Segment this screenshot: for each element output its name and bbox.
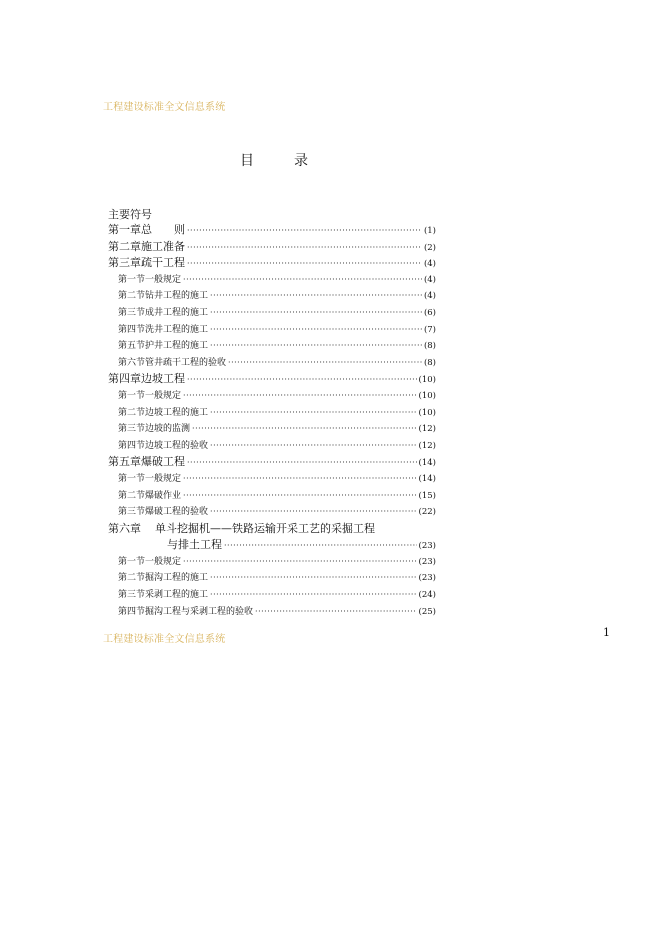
toc-entry-label: 第五节: [118, 341, 146, 352]
toc-chapter-row[interactable]: [108, 537, 436, 554]
toc-entry-label: 第四节: [118, 440, 146, 451]
toc-entry-title: 疏干工程: [141, 256, 185, 270]
toc-section-row[interactable]: [108, 338, 436, 355]
toc-dot-leader: [210, 322, 422, 339]
toc-entry-title: 一般规定: [145, 556, 182, 567]
toc-section-row[interactable]: [108, 305, 436, 322]
toc-page-number: (4): [423, 291, 436, 302]
toc-page-number: (12): [418, 440, 436, 451]
page-number: 1: [603, 626, 610, 639]
toc-entry-label: 第二节: [118, 573, 146, 584]
toc-page-number: (12): [418, 424, 436, 435]
toc-page-number: (8): [423, 357, 436, 368]
toc-entry-label: 第六章: [108, 521, 141, 535]
toc-section-row[interactable]: [108, 471, 436, 488]
toc-page-number: (24): [418, 590, 436, 601]
toc-entry-label: 第四节: [118, 324, 146, 335]
toc-entry-label: 第一节: [118, 473, 146, 484]
toc-entry-title: 爆破工程: [141, 455, 185, 469]
toc-section-row[interactable]: [108, 405, 436, 422]
toc-dot-leader: [224, 538, 417, 555]
toc-section-row[interactable]: [108, 570, 436, 587]
toc-entry-label: 第二节: [118, 407, 146, 418]
toc-dot-leader: [210, 438, 417, 455]
toc-dot-leader: [210, 288, 422, 305]
toc-entry-title: 一般规定: [145, 473, 182, 484]
toc-entry-title: 洗井工程的施工: [145, 324, 209, 335]
toc-page-number: (14): [418, 473, 436, 484]
toc-section-row[interactable]: [108, 355, 436, 372]
toc-dot-leader: [187, 256, 422, 273]
toc-dot-leader: [187, 455, 417, 472]
toc-entry-title: 边坡工程的验收: [145, 440, 209, 451]
toc-entry-title: 边坡工程: [141, 372, 185, 386]
toc-section-row[interactable]: [108, 504, 436, 521]
toc-dot-leader: [183, 272, 422, 289]
footer-watermark: 工程建设标准全文信息系统: [103, 634, 226, 645]
toc-page-number: (23): [418, 573, 436, 584]
toc-page-number: (2): [423, 242, 436, 253]
toc-entry-title: 钻井工程的施工: [145, 291, 209, 302]
toc-chapter-row[interactable]: [108, 222, 436, 239]
toc-dot-leader: [255, 604, 417, 621]
toc-entry-title: 单斗挖掘机——铁路运输开采工艺的采掘工程: [155, 521, 375, 535]
toc-entry-label: 第三节: [118, 307, 146, 318]
toc-page-number: (22): [418, 507, 436, 518]
toc-entry-title: 施工准备: [141, 239, 185, 253]
toc-entry-title: 掘沟工程与采剥工程的验收: [145, 606, 254, 617]
toc-entry-title: 总 则: [141, 223, 185, 236]
toc-chapter-row[interactable]: [108, 239, 436, 256]
toc-entry-title: 一般规定: [145, 390, 182, 401]
toc-entry-label: 第一章: [108, 223, 141, 236]
toc-page-number: (8): [423, 341, 436, 352]
main-symbols-entry: 主要符号: [108, 208, 152, 221]
toc-entry-title: 掘沟工程的施工: [145, 573, 209, 584]
toc-entry-label: 第二节: [118, 490, 146, 501]
toc-entry-label: 第五章: [108, 455, 141, 469]
toc-chapter-row[interactable]: [108, 454, 436, 471]
toc-page-number: (10): [418, 390, 436, 401]
toc-dot-leader: [210, 504, 417, 521]
toc-dot-leader: [183, 488, 417, 505]
toc-entry-title: 护井工程的施工: [145, 341, 209, 352]
toc-dot-leader: [183, 471, 417, 488]
page-title: [240, 150, 308, 170]
toc-dot-leader: [210, 587, 417, 604]
toc-dot-leader: [187, 240, 422, 257]
toc-section-row[interactable]: [108, 288, 436, 305]
toc-dot-leader: [210, 570, 417, 587]
toc-dot-leader: [210, 338, 422, 355]
toc-chapter-row[interactable]: [108, 371, 436, 388]
toc-page-number: (25): [418, 606, 436, 617]
toc-section-row[interactable]: [108, 587, 436, 604]
toc-page-number: (7): [423, 324, 436, 335]
toc-entry-label: 第一节: [118, 390, 146, 401]
toc-chapter-row[interactable]: [108, 521, 436, 538]
toc-entry-title: 边坡工程的施工: [145, 407, 209, 418]
toc-entry-title: 边坡的监测: [145, 424, 191, 435]
toc-entry-title: 爆破作业: [145, 490, 182, 501]
toc-dot-leader: [210, 305, 422, 322]
toc-page-number: (6): [423, 307, 436, 318]
title-char-1: 目: [240, 153, 254, 169]
toc-entry-label: 第二章: [108, 239, 141, 253]
toc-entry-title: 爆破工程的验收: [145, 507, 209, 518]
toc-page-number: (23): [418, 556, 436, 567]
toc-entry-title: 管井疏干工程的验收: [145, 357, 227, 368]
toc-entry-title: 一般规定: [145, 274, 182, 285]
toc-page-number: (1): [423, 226, 436, 236]
toc-section-row[interactable]: [108, 488, 436, 505]
toc-page-number: (10): [418, 375, 436, 386]
toc-dot-leader: [187, 223, 422, 240]
toc-entry-label: 第三节: [118, 424, 146, 435]
toc-section-row[interactable]: [108, 604, 436, 621]
toc-page-number: (14): [418, 458, 436, 469]
toc-section-row[interactable]: [108, 322, 436, 339]
toc-dot-leader: [228, 355, 422, 372]
toc-entry-label: 第六节: [118, 357, 146, 368]
toc-dot-leader: [187, 372, 417, 389]
toc-page-number: (4): [423, 259, 436, 270]
toc-section-row[interactable]: [108, 554, 436, 571]
toc-entry-title: 采剥工程的施工: [145, 590, 209, 601]
toc-section-row[interactable]: [108, 438, 436, 455]
toc-entry-title: 与排土工程: [167, 538, 222, 552]
toc-entry-label: 第三节: [118, 590, 146, 601]
toc-entry-label: 第一节: [118, 556, 146, 567]
toc-section-row[interactable]: [108, 388, 436, 405]
toc-entry-label: 第四章: [108, 372, 141, 386]
title-char-2: 录: [294, 153, 308, 169]
toc-entry-label: 第三节: [118, 507, 146, 518]
toc-entry-title: 成井工程的施工: [145, 307, 209, 318]
toc-section-row[interactable]: [108, 421, 436, 438]
toc-entry-label: 第一节: [118, 274, 146, 285]
toc-dot-leader: [210, 405, 417, 422]
toc-chapter-row[interactable]: [108, 255, 436, 272]
toc-entry-label: 第四节: [118, 606, 146, 617]
toc-entry-label: 第二节: [118, 291, 146, 302]
toc-dot-leader: [192, 421, 417, 438]
toc-page-number: (15): [418, 490, 436, 501]
toc-page-number: (10): [418, 407, 436, 418]
toc-section-row[interactable]: [108, 272, 436, 289]
toc-entry-label: 第三章: [108, 256, 141, 270]
header-watermark: 工程建设标准全文信息系统: [103, 102, 226, 113]
toc-page-number: (4): [423, 274, 436, 285]
toc-dot-leader: [183, 388, 417, 405]
toc-page-number: (23): [418, 541, 436, 552]
table-of-contents: [108, 222, 436, 620]
toc-dot-leader: [183, 554, 417, 571]
